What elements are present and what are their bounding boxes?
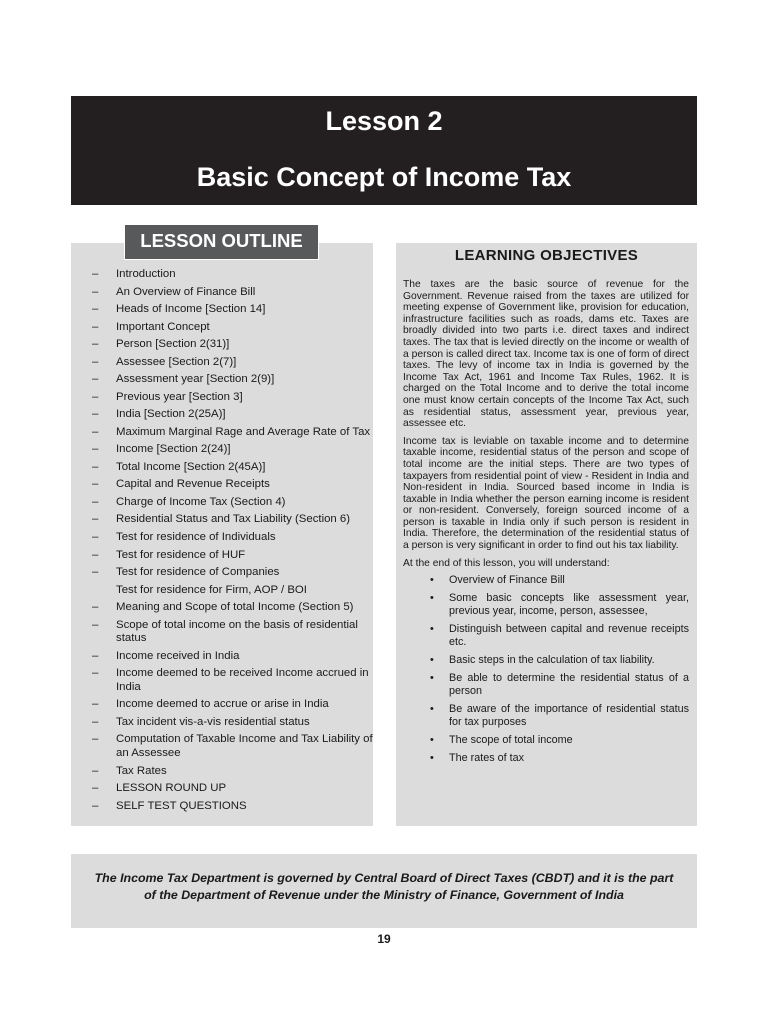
outline-item <box>88 549 374 563</box>
bullet-icon: • <box>430 592 434 605</box>
outline-item-label: Tax Rates <box>116 764 167 777</box>
outline-item-label: Important Concept <box>116 320 210 333</box>
objective-bullet-label: Some basic concepts like assessment year, previous year, income, person, assessee, <box>449 592 689 618</box>
outline-item-label: Test for residence of HUF <box>116 548 246 561</box>
learning-objectives-heading: LEARNING OBJECTIVES <box>454 247 639 264</box>
objective-bullet-item <box>403 592 689 617</box>
outline-item-label: Introduction <box>116 268 176 280</box>
outline-item <box>88 584 374 598</box>
dash-marker: – <box>92 667 99 680</box>
dash-marker: – <box>92 530 99 543</box>
dash-marker: – <box>92 355 99 368</box>
outline-item <box>88 408 374 422</box>
outline-item <box>88 716 374 730</box>
dash-marker: – <box>92 320 99 333</box>
outline-item <box>88 321 374 335</box>
outline-item-label: Meaning and Scope of total Income (Section 5) <box>116 601 354 614</box>
outline-item-label: Test for residence of Companies <box>116 566 280 579</box>
dash-marker: – <box>92 425 99 438</box>
objective-bullet-label: Distinguish between capital and revenue receipts etc. <box>449 623 689 648</box>
dash-marker: – <box>92 338 99 351</box>
outline-item-label: Tax incident vis-a-vis residential status <box>116 715 310 728</box>
dash-marker: – <box>92 513 99 526</box>
outline-item <box>88 531 374 545</box>
outline-item-label: Heads of Income [Section 14] <box>116 303 266 316</box>
outline-item-label: Charge of Income Tax (Section 4) <box>116 495 286 508</box>
outline-item <box>88 601 374 615</box>
dash-marker: – <box>92 799 99 812</box>
outline-item <box>88 373 374 387</box>
outline-item-label: Previous year [Section 3] <box>116 390 243 403</box>
dash-marker: – <box>92 733 99 746</box>
outline-item <box>88 650 374 664</box>
objective-bullet-item <box>403 703 689 728</box>
dash-marker: – <box>92 285 99 298</box>
bullet-icon: • <box>430 751 434 764</box>
dash-marker: – <box>92 548 99 561</box>
outline-item <box>88 496 374 510</box>
dash-marker: – <box>92 390 99 403</box>
objective-bullet-item <box>403 654 689 667</box>
bullet-icon: • <box>430 654 434 666</box>
dash-marker: – <box>92 601 99 614</box>
outline-item-label: Capital and Revenue Receipts <box>116 478 270 491</box>
learning-objectives-body <box>403 279 689 770</box>
bullet-icon: • <box>430 733 434 746</box>
bullet-icon: • <box>430 672 434 685</box>
objective-bullet-label: The rates of tax <box>449 751 525 764</box>
outline-item <box>88 698 374 712</box>
bullet-icon: • <box>430 574 434 587</box>
outline-item-label: SELF TEST QUESTIONS <box>116 799 247 812</box>
outline-item <box>88 667 374 694</box>
dash-marker: – <box>92 303 99 316</box>
footer-note-box <box>71 854 697 928</box>
page-number: 19 <box>377 932 391 946</box>
lesson-outline-heading: LESSON OUTLINE <box>124 224 319 260</box>
outline-item <box>88 443 374 457</box>
outline-item-label: Assessee [Section 2(7)] <box>116 355 237 368</box>
dash-marker: – <box>92 373 99 386</box>
outline-item-label: Test for residence of Individuals <box>116 530 276 543</box>
outline-item-label: Total Income [Section 2(45A)] <box>116 460 266 473</box>
dash-marker: – <box>92 443 99 456</box>
bullet-icon: • <box>430 702 434 715</box>
outline-item <box>88 566 374 580</box>
objective-bullet-label: Be able to determine the residential status of a person <box>449 672 689 697</box>
bullet-icon: • <box>430 623 434 636</box>
dash-marker: – <box>92 698 99 711</box>
objective-bullet-item <box>403 672 689 697</box>
objective-bullet-item <box>403 574 689 587</box>
objective-bullet-item <box>403 734 689 747</box>
objective-bullet-item <box>403 752 689 765</box>
dash-marker: – <box>92 764 99 777</box>
outline-item <box>88 765 374 779</box>
objective-bullet-label: Be aware of the importance of residential status for tax purposes <box>449 702 689 728</box>
outline-item <box>88 782 374 796</box>
objective-bullet-label: Basic steps in the calculation of tax liability. <box>449 654 655 666</box>
lesson-number: Lesson 2 <box>325 106 443 136</box>
dash-marker: – <box>92 460 99 473</box>
dash-marker: – <box>92 408 99 421</box>
outline-item <box>88 356 374 370</box>
outline-item <box>88 303 374 317</box>
outline-item <box>88 733 374 760</box>
outline-item-label: Assessment year [Section 2(9)] <box>116 373 275 386</box>
outline-item-label: Income [Section 2(24)] <box>116 443 231 456</box>
dash-marker: – <box>92 782 99 795</box>
outline-item-label: Maximum Marginal Rage and Average Rate of Tax <box>116 425 371 438</box>
outline-item-label: India [Section 2(25A)] <box>116 408 226 421</box>
outline-item-label: Income received in India <box>116 649 240 662</box>
outline-item <box>88 800 374 814</box>
outline-item-label: Person [Section 2(31)] <box>116 338 230 351</box>
outline-item <box>88 268 374 282</box>
dash-marker: – <box>92 268 99 280</box>
lesson-outline-list <box>88 268 374 817</box>
outline-item <box>88 619 374 646</box>
outline-item <box>88 426 374 440</box>
dash-marker: – <box>92 566 99 579</box>
footer-note-text: The Income Tax Department is governed by Central Board of Direct Taxes (CBDT) and it is the part of the Department of Revenue under the Ministry of Finance, Government of India <box>94 871 674 902</box>
outline-item <box>88 286 374 300</box>
outline-item <box>88 478 374 492</box>
dash-marker: – <box>92 649 99 662</box>
outline-item-label: An Overview of Finance Bill <box>116 285 256 298</box>
outline-item-label: Income deemed to accrue or arise in India <box>116 698 329 711</box>
outline-item-label: Scope of total income on the basis of residential status <box>116 618 358 645</box>
learning-objectives-panel <box>396 243 697 826</box>
outline-item-label: Test for residence for Firm, AOP / BOI <box>116 583 307 596</box>
objectives-bullet-list <box>403 574 689 764</box>
outline-item-label: LESSON ROUND UP <box>116 782 227 795</box>
objectives-paragraph: The taxes are the basic source of revenue for the Government. Revenue raised from the taxes are utilized for meeting expense of Government like, provision for education, infrastructure facilities such as roads, dams etc. Taxes are broadly divided into two parts i.e. direct taxes and indirect taxes. The tax that is levied directly on the income or wealth of a person is called direct tax. Income tax is one of form of direct taxes. The levy of income tax in India is governed by the Income Tax Act, 1961 and Income Tax Rules, 1962. It is charged on the Total Income and to derive the total income one must know certain concepts of the Income Tax Act, such as residential status, assessment year, previous year, assessee etc. <box>403 279 689 430</box>
objectives-intro: At the end of this lesson, you will understand: <box>403 557 610 569</box>
outline-item <box>88 513 374 527</box>
outline-item <box>88 391 374 405</box>
dash-marker: – <box>92 495 99 508</box>
outline-item-label: Residential Status and Tax Liability (Section 6) <box>116 513 351 526</box>
lesson-title: Basic Concept of Income Tax <box>196 162 572 192</box>
dash-marker: – <box>92 478 99 491</box>
dash-marker: – <box>92 715 99 728</box>
objective-bullet-label: Overview of Finance Bill <box>449 574 565 587</box>
outline-item <box>88 338 374 352</box>
lesson-header <box>71 96 697 205</box>
outline-item-label: Computation of Taxable Income and Tax Liability of an Assessee <box>116 733 373 760</box>
objectives-paragraph: Income tax is leviable on taxable income and to determine taxable income, residential status of the person and scope of total income are the initial steps. There are two types of taxpayers from residential point of view - Resident in India and Non-resident in India. Sourced based income in India is taxable in India whether the person earning income is resident or non-resident. Conversely, foreign sourced income of a person is taxable in India only if such person is resident in India. Therefore, the determination of the residential status of a person is very significant in order to find out his tax liability. <box>403 435 689 552</box>
outline-item <box>88 461 374 475</box>
outline-item-label: Income deemed to be received Income accrued in India <box>116 667 369 693</box>
dash-marker: – <box>92 618 99 631</box>
objective-bullet-item <box>403 623 689 648</box>
objective-bullet-label: The scope of total income <box>449 733 573 746</box>
